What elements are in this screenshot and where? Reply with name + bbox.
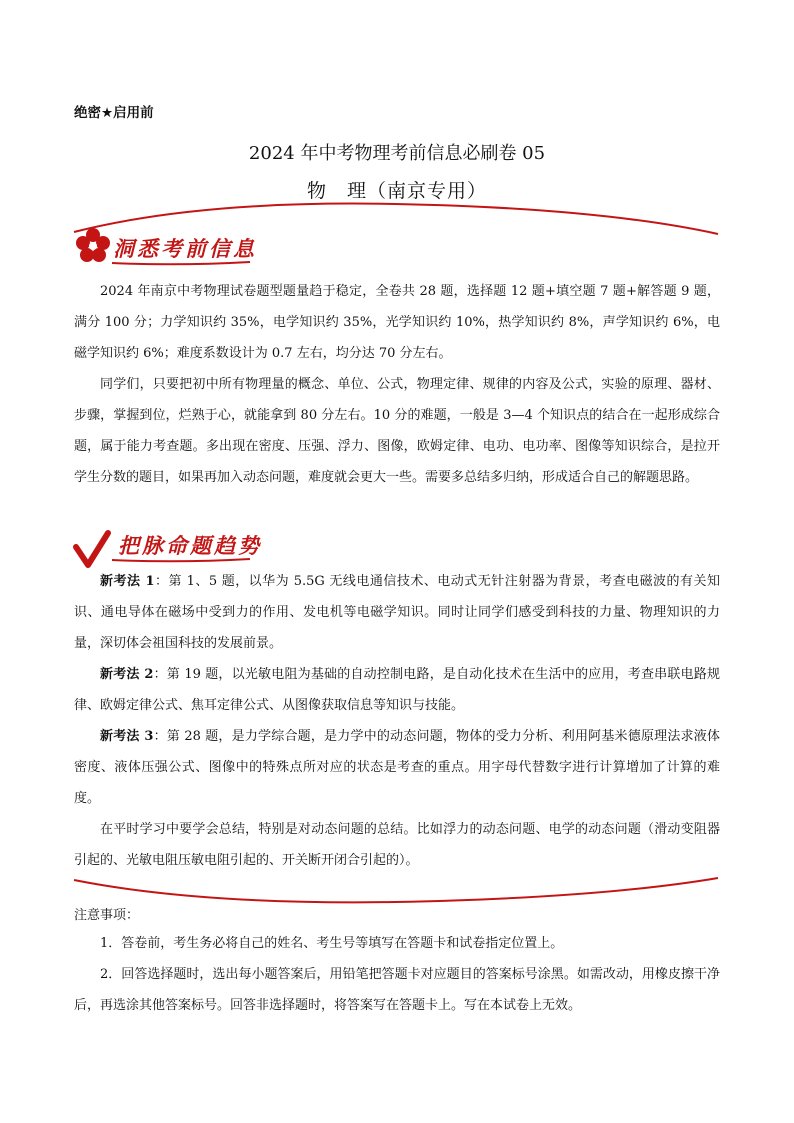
trend-item-1 [74,566,720,659]
bottom-arc [74,878,718,902]
checkmark-icon [76,533,108,565]
info-paragraph-1: 2024 年南京中考物理试卷题型题量趋于稳定，全卷共 28 题，选择题 12 题+填空题 7 题+解答题 9 题，满分 100 分；力学知识约 35%，电学知识约 35%，光学知识约 10%，热学知识约 8%，声学知识约 6%，电磁学知识约 6%；难度系数设计为 0.7 左右，均分达 70 分左右。 [74,284,720,361]
section-label-info: 洞悉考前信息 [113,236,257,261]
trend-closing: 在平时学习中要学会总结，特别是对动态问题的总结。比如浮力的动态问题、电学的动态问题（滑动变阻器引起的、光敏电阻压敏电阻引起的、开关断开闭合引起的）。 [74,822,720,868]
top-arc [74,204,718,234]
secret-label: 绝密★启用前 [74,105,154,121]
note-item-2: 2．回答选择题时，选出每小题答案后，用铅笔把答题卡对应题目的答案标号涂黑。如需改动，用橡皮擦干净后，再选涂其他答案标号。回答非选择题时，将答案写在答题卡上。写在本试卷上无效。 [74,967,720,1013]
trend-item-text: ：第 28 题，是力学综合题，是力学中的动态问题，物体的受力分析、利用阿基米德原理法求液体密度、液体压强公式、图像中的特殊点所对应的状态是考查的重点。用字母代替数字进行计算增加了计算的难度。 [74,729,720,806]
trend-item-3 [74,721,720,814]
page-title: 2024 年中考物理考前信息必刷卷 05 [248,143,546,164]
trend-item-lead: 新考法 2 [100,667,154,682]
note-item-1: 1．答卷前，考生务必将自己的姓名、考生号等填写在答题卡和试卷指定位置上。 [100,936,564,951]
flower-icon [76,228,110,262]
notes-heading: 注意事项： [74,908,140,923]
info-paragraph-2: 同学们，只要把初中所有物理量的概念、单位、公式，物理定律、规律的内容及公式，实验的原理、器材、步骤，掌握到位，烂熟于心，就能拿到 80 分左右。10 分的难题，一般是 3—4 个知识点的结合在一起形成综合题，属于能力考查题。多出现在密度、压强、浮力、图像，欧姆定律、电功、电功率、图像等知识综合，是拉开学生分数的题目，如果再加入动态问题，难度就会更大一些。需要多总结多归纳，形成适合自己的解题思路。 [74,377,720,485]
section-label-trend: 把脉命题趋势 [118,533,262,558]
page-subtitle: 物 理（南京专用） [306,180,487,202]
trend-item-text: ：第 1、5 题，以华为 5.5G 无线电通信技术、电动式无针注射器为背景，考查电磁波的有关知识、通电导体在磁场中受到力的作用、发电机等电磁学知识。同时让同学们感受到科技的力量、物理知识的力量，深切体会祖国科技的发展前景。 [74,574,720,651]
trend-item-lead: 新考法 3 [100,729,154,744]
trend-item-lead: 新考法 1 [100,574,155,589]
trend-item-2 [74,659,720,721]
trend-item-text: ：第 19 题，以光敏电阻为基础的自动控制电路，是自动化技术在生活中的应用，考查串联电路规律、欧姆定律公式、焦耳定律公式、从图像获取信息等知识与技能。 [74,667,720,713]
